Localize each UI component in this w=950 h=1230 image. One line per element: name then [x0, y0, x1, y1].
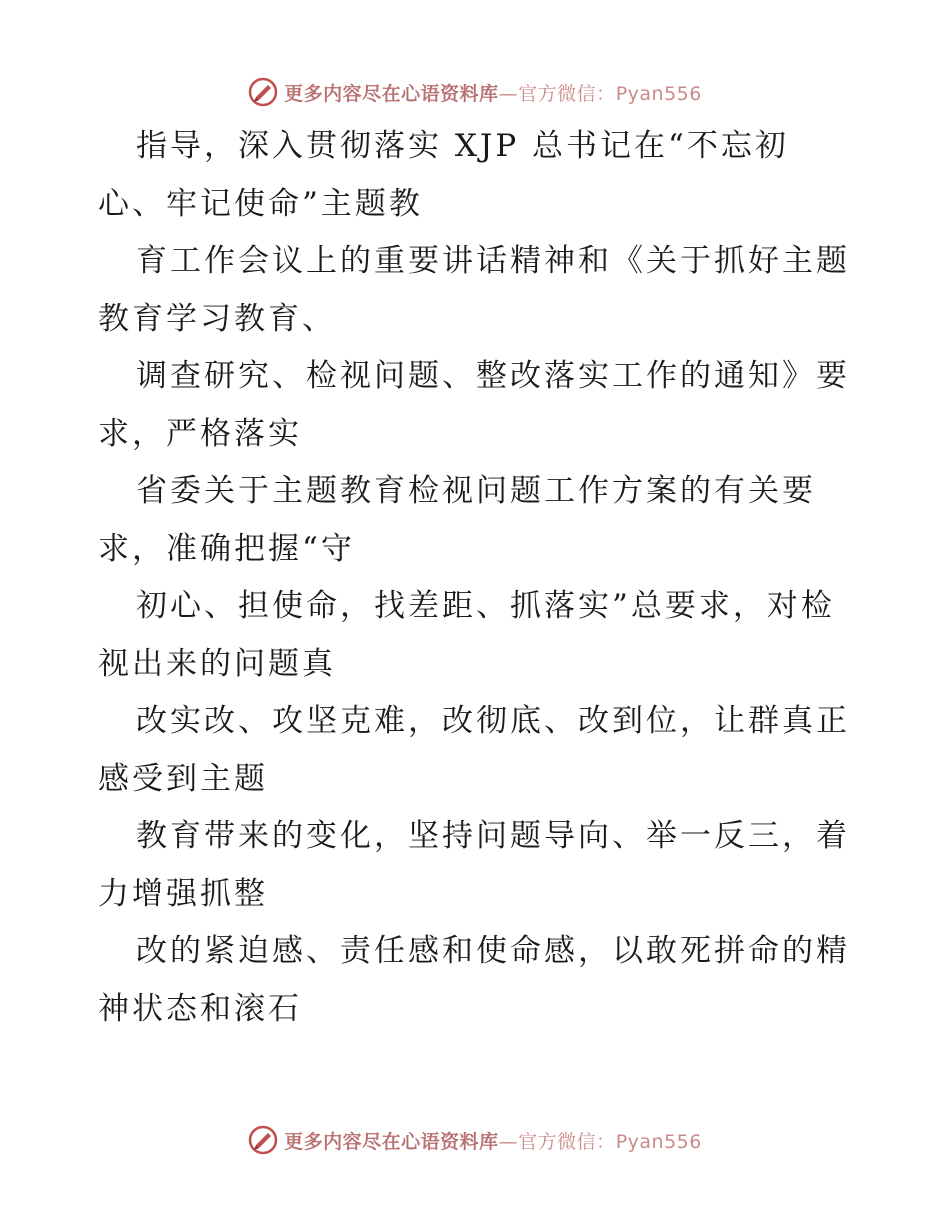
body-line: 育工作会议上的重要讲话精神和《关于抓好主题	[136, 243, 850, 279]
body-line: 初心、担使命，找差距、抓落实”总要求，对检	[136, 588, 835, 624]
footer-separator: —	[498, 1130, 519, 1153]
body-line: 指导，深入贯彻落实 XJP 总书记在“不忘初	[136, 128, 789, 164]
body-line: 教育学习教育、	[98, 300, 336, 337]
pen-seal-icon	[248, 77, 278, 107]
footer-banner	[0, 1120, 950, 1160]
header-separator: —	[498, 82, 519, 105]
body-line: 心、牢记使命”主题教	[98, 185, 423, 222]
body-line: 教育带来的变化，坚持问题导向、举一反三，着	[136, 818, 850, 854]
pen-seal-icon	[248, 1125, 278, 1155]
body-line: 视出来的问题真	[98, 645, 336, 682]
footer-wechat-id: Pyan556	[615, 1130, 702, 1153]
footer-wechat-label: 官方微信：	[518, 1130, 616, 1153]
header-site-name: 更多内容尽在心语资料库	[284, 82, 499, 105]
body-line: 力增强抓整	[98, 875, 268, 912]
body-line: 求，准确把握“守	[98, 530, 355, 567]
document-body	[98, 118, 858, 1038]
header-wechat-id: Pyan556	[615, 82, 702, 105]
body-line: 神状态和滚石	[98, 990, 302, 1027]
body-line: 感受到主题	[98, 760, 268, 797]
body-line: 改的紧迫感、责任感和使命感，以敢死拼命的精	[136, 933, 850, 969]
footer-banner-text	[284, 1127, 702, 1154]
body-line: 改实改、攻坚克难，改彻底、改到位，让群真正	[136, 703, 850, 739]
header-banner-text	[284, 79, 702, 106]
header-banner	[0, 72, 950, 112]
footer-site-name: 更多内容尽在心语资料库	[284, 1130, 499, 1153]
body-line: 调查研究、检视问题、整改落实工作的通知》要	[136, 358, 850, 394]
header-wechat-label: 官方微信：	[518, 82, 616, 105]
body-line: 省委关于主题教育检视问题工作方案的有关要	[136, 473, 816, 509]
body-line: 求，严格落实	[98, 415, 302, 452]
